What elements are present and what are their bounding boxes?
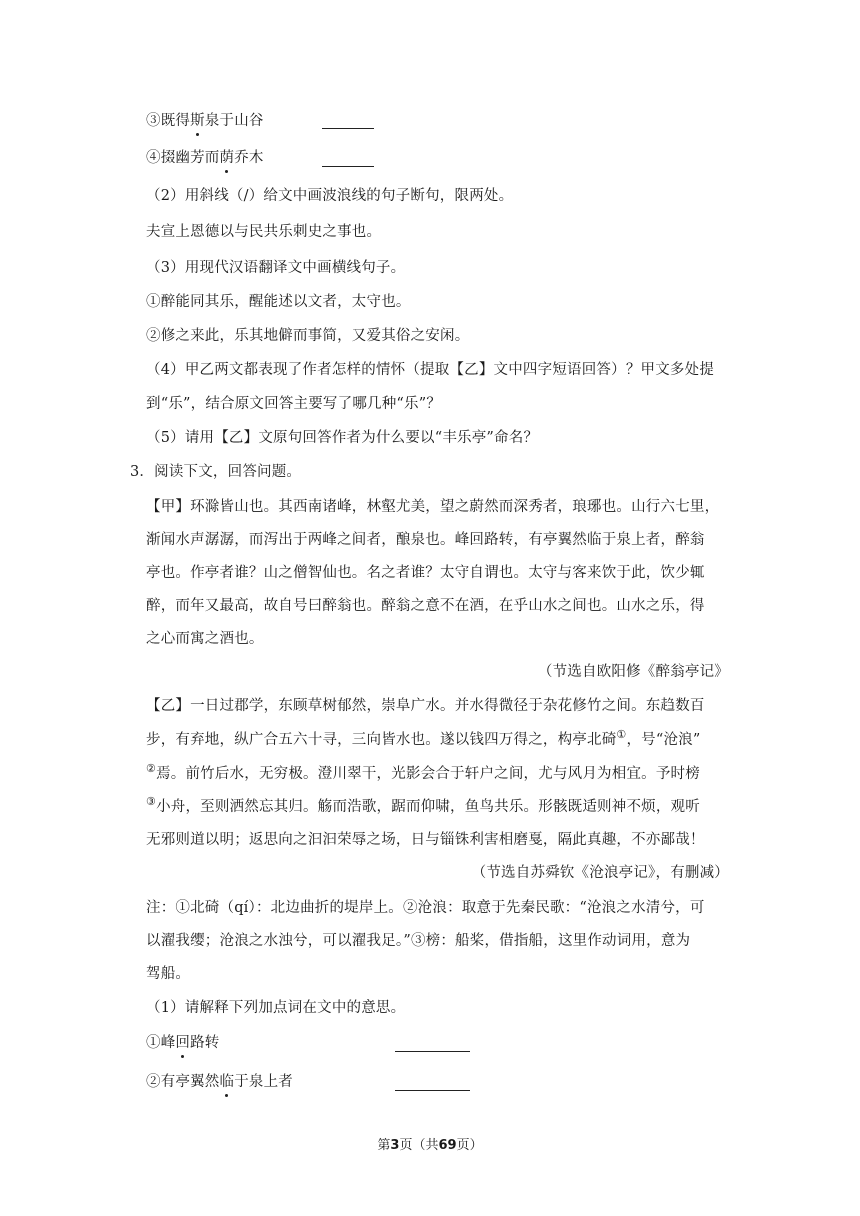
- passage-line: 【乙】一日过郡学，东顾草树郁然，崇阜广水。并水得微径于杂花修竹之间。东趋数百: [146, 698, 705, 714]
- source-citation: （节选自欧阳修《醉翁亭记》: [537, 664, 729, 680]
- answer-blank[interactable]: [395, 1051, 470, 1052]
- passage-line: 渐闻水声潺潺，而泻出于两峰之间者，酿泉也。峰回路转，有亭翼然临于泉上者，醉翁: [146, 532, 705, 548]
- passage-line: 亭也。作亭者谁？山之僧智仙也。名之者谁？太守自谓也。太守与客来饮于此，饮少辄: [146, 565, 705, 581]
- question-text: （4）甲乙两文都表现了作者怎样的情怀（提取【乙】文中四字短语回答）？甲文多处提: [146, 362, 715, 378]
- sentence-text: ①醉能同其乐，醒能述以文者，太守也。: [146, 294, 411, 310]
- passage-line: ③小舟，至则洒然忘其归。觞而浩歌，踞而仰啸，鱼鸟共乐。形骸既适则神不烦，观听: [146, 795, 700, 815]
- annotation-line: 驾船。: [146, 966, 191, 982]
- footnote-marker: ②: [146, 762, 157, 776]
- passage-line: 无邪则道以明；返思向之汩汩荣辱之场，日与锱铢利害相磨戛，隔此真趣，不亦鄙哉！: [146, 832, 705, 848]
- footnote-marker: ①: [616, 728, 627, 742]
- source-citation: （节选自苏舜钦《沧浪亭记》，有删减）: [471, 865, 729, 881]
- answer-blank[interactable]: [395, 1090, 470, 1091]
- page-footer: 第3页（共69页）: [377, 1138, 483, 1153]
- dotted-word: 回: [175, 1035, 191, 1051]
- annotation-line: 注：①北碕（qí）：北边曲折的堤岸上。②沧浪：取意于先秦民歌：“沧浪之水清兮，可: [146, 900, 705, 916]
- passage-line: 醉，而年又最高，故自号曰醉翁也。醉翁之意不在酒，在乎山水之间也。山水之乐，得: [146, 598, 705, 614]
- question-text: （5）请用【乙】文原句回答作者为什么要以“丰乐亭”命名？: [146, 430, 539, 446]
- sentence-text: ②修之来此，乐其地僻而事简，又爱其俗之安闲。: [146, 328, 470, 344]
- annotation-line: 以濯我缨；沧浪之水浊兮，可以濯我足。”③榜：船桨，借指船，这里作动词用，意为: [146, 933, 691, 949]
- question-text: （3）用现代汉语翻译文中画横线句子。: [146, 260, 406, 276]
- question-item-4: ④掇幽芳而荫乔木: [146, 150, 264, 166]
- passage-line: 【甲】环滁皆山也。其西南诸峰，林壑尤美，望之蔚然而深秀者，琅琊也。山行六七里，: [146, 499, 720, 515]
- question-item-3: ③既得斯泉于山谷: [146, 113, 264, 129]
- question-text: （1）请解释下列加点词在文中的意思。: [146, 1000, 406, 1016]
- question-heading: 3．阅读下文，回答问题。: [130, 464, 302, 480]
- question-text: 到“乐”，结合原文回答主要写了哪几种“乐”？: [146, 396, 442, 412]
- sentence-text: 夫宣上恩德以与民共乐刺史之事也。: [146, 224, 382, 240]
- passage-line: ②焉。前竹后水，无穷极。澄川翠干，光影会合于轩户之间，尤与风月为相宜。予时榜: [146, 762, 700, 782]
- dotted-word: 斯: [190, 113, 205, 129]
- dotted-word: 临: [219, 1074, 235, 1090]
- question-item-2: ②有亭翼然临于泉上者: [146, 1074, 294, 1090]
- question-item-1: ①峰回路转: [146, 1035, 220, 1051]
- answer-blank[interactable]: [322, 128, 374, 129]
- passage-line: 之心而寓之酒也。: [146, 631, 264, 647]
- question-text: （2）用斜线（/）给文中画波浪线的句子断句，限两处。: [146, 188, 514, 204]
- passage-line: 步，有弃地，纵广合五六十寻，三向皆水也。遂以钱四万得之，构亭北碕①，号“沧浪”: [146, 728, 701, 748]
- page-number: 3: [390, 1138, 400, 1153]
- footnote-marker: ③: [146, 795, 157, 809]
- dotted-word: 荫: [219, 150, 235, 166]
- total-pages: 69: [438, 1138, 457, 1153]
- answer-blank[interactable]: [322, 166, 374, 167]
